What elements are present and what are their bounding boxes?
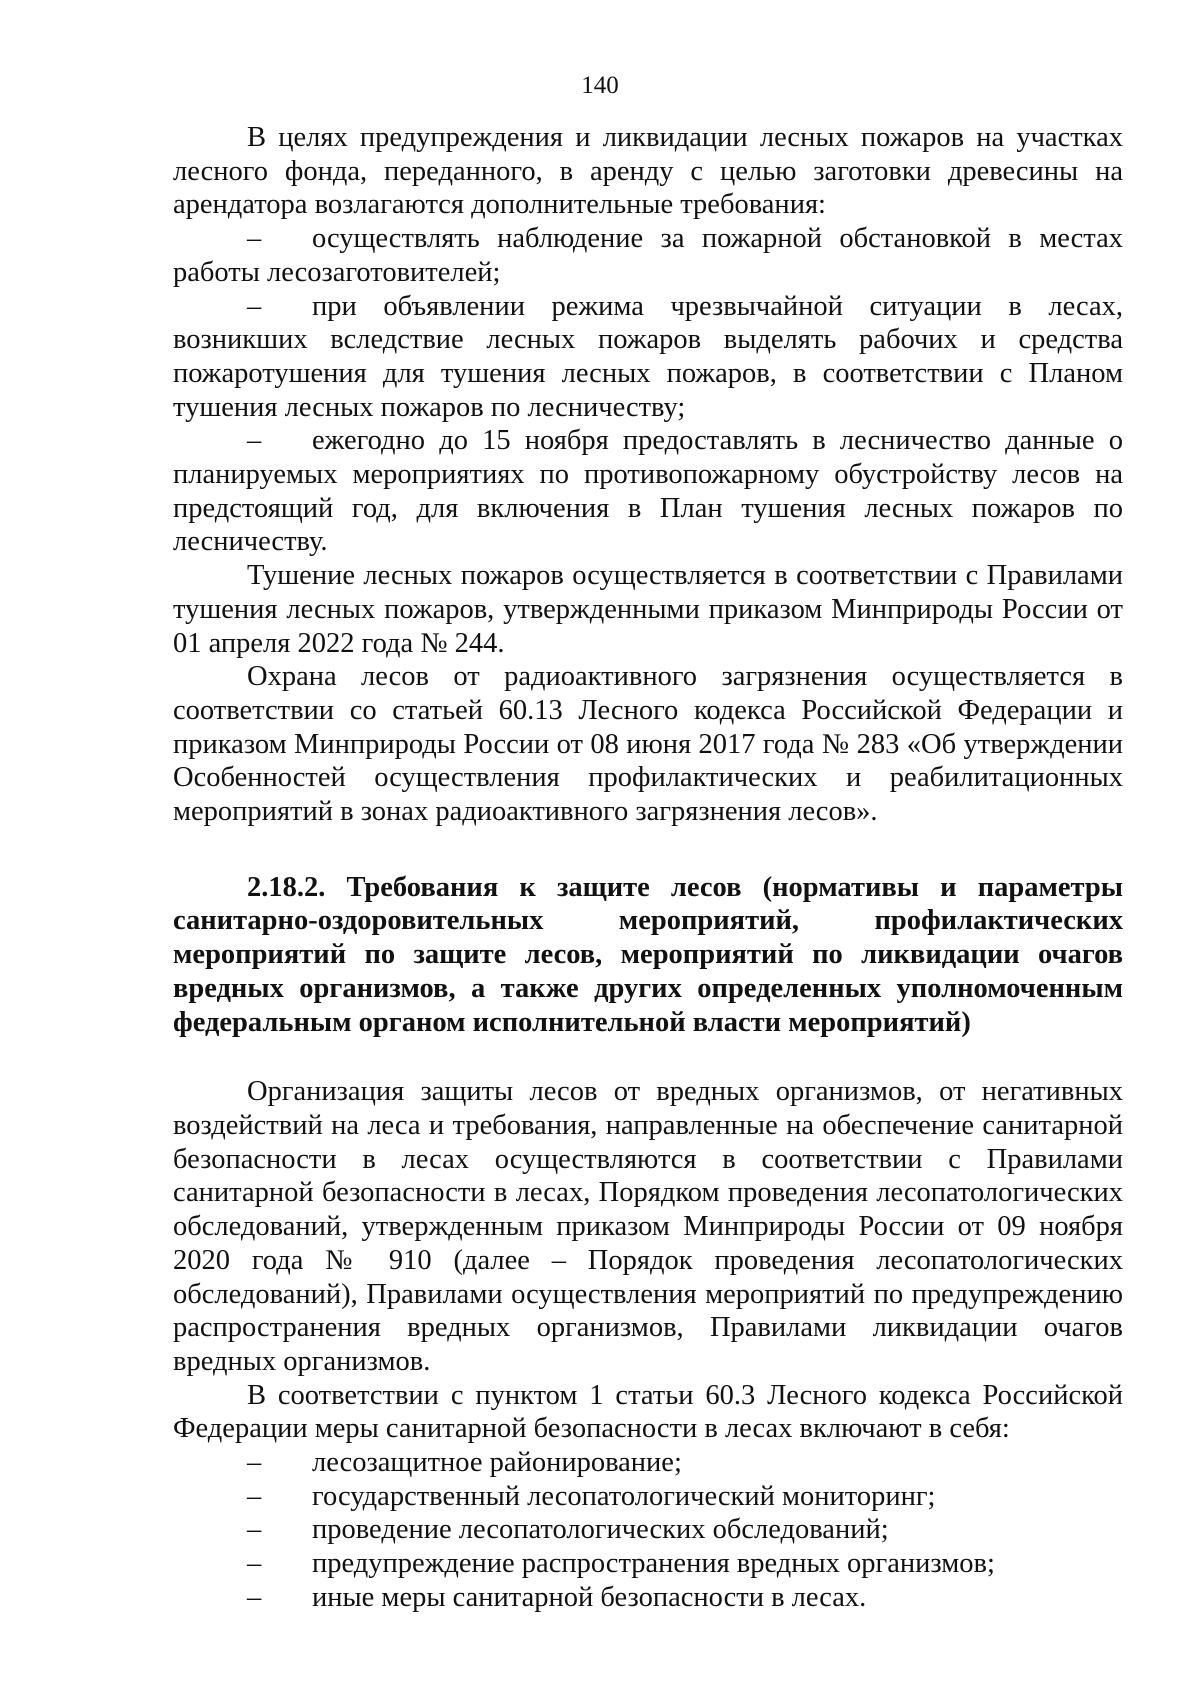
dash-marker: –	[247, 1480, 262, 1512]
list-item-text: государственный лесопатологический мониторинг;	[312, 1480, 936, 1512]
list-item-text: иные меры санитарной безопасности в лесах.	[312, 1581, 867, 1613]
list-item-text: проведение лесопатологических обследований;	[312, 1514, 889, 1546]
dash-marker: –	[247, 425, 262, 457]
fire-requirement-text: ежегодно до 15 ноября предоставлять в лесничество данные о планируемых мероприятиях по противопожарному обустройству лесов на предстоящий год, для включения в План тушения лесных пожаров по лесничеству.	[173, 425, 1123, 558]
dash-marker: –	[247, 1447, 262, 1479]
extinguishing-paragraph: Тушение лесных пожаров осуществляется в соответствии с Правилами тушения лесных пожаров, утвержденными приказом Минприроды России от 01 апреля 2022 года № 244.	[173, 560, 1123, 659]
section-heading: 2.18.2. Требования к защите лесов (нормативы и параметры санитарно-оздоровительных мероприятий, профилактических мероприятий по защите лесов, мероприятий по ликвидации очагов вредных организмов, а также других определенных уполномоченным федеральным органом исполнительной власти мероприятий)	[173, 871, 1123, 1038]
fire-requirement-item	[173, 290, 1123, 425]
dash-marker: –	[247, 1514, 262, 1546]
list-item	[173, 1581, 1123, 1615]
page-content	[173, 121, 1123, 1615]
list-item-text: лесозащитное районирование;	[312, 1447, 682, 1479]
fire-intro-paragraph: В целях предупреждения и ликвидации лесных пожаров на участках лесного фонда, переданного, в аренду с целью заготовки древесины на арендатора возлагаются дополнительные требования:	[173, 122, 1123, 221]
dash-marker: –	[247, 223, 262, 255]
list-item	[173, 1446, 1123, 1480]
dash-marker: –	[247, 1548, 262, 1580]
list-item	[173, 1513, 1123, 1547]
sanitary-measures-list	[173, 1446, 1123, 1615]
fire-requirement-item	[173, 424, 1123, 559]
fire-requirement-text: осуществлять наблюдение за пожарной обстановкой в местах работы лесозаготовителей;	[173, 223, 1123, 288]
radioactive-paragraph: Охрана лесов от радиоактивного загрязнения осуществляется в соответствии со статьей 60.13 Лесного кодекса Российской Федерации и приказом Минприроды России от 08 июня 2017 года № 283 «Об утверждении Особенностей осуществления профилактических и реабилитационных мероприятий в зонах радиоактивного загрязнения лесов».	[173, 661, 1123, 828]
dash-marker: –	[247, 1581, 262, 1613]
list-item-text: предупреждение распространения вредных организмов;	[312, 1548, 995, 1580]
fire-requirement-text: при объявлении режима чрезвычайной ситуации в лесах, возникших вследствие лесных пожаров выделять рабочих и средства пожаротушения для тушения лесных пожаров, в соответствии с Планом тушения лесных пожаров по лесничеству;	[173, 290, 1123, 423]
fire-requirement-item	[173, 222, 1123, 289]
list-item	[173, 1547, 1123, 1581]
page-number: 140	[581, 72, 619, 99]
organization-paragraph: Организация защиты лесов от вредных организмов, от негативных воздействий на леса и требования, направленные на обеспечение санитарной безопасности в лесах осуществляются в соответствии с Правилами санитарной безопасности в лесах, Порядком проведения лесопатологических обследований, утвержденным приказом Минприроды России от 09 ноября 2020 года № 910 (далее – Порядок проведения лесопатологических обследований), Правилами осуществления мероприятий по предупреждению распространения вредных организмов, Правилами ликвидации очагов вредных организмов.	[173, 1076, 1123, 1377]
dash-marker: –	[247, 290, 262, 322]
list-item	[173, 1480, 1123, 1514]
measures-intro-paragraph: В соответствии с пунктом 1 статьи 60.3 Лесного кодекса Российской Федерации меры санитарной безопасности в лесах включают в себя:	[173, 1379, 1123, 1445]
